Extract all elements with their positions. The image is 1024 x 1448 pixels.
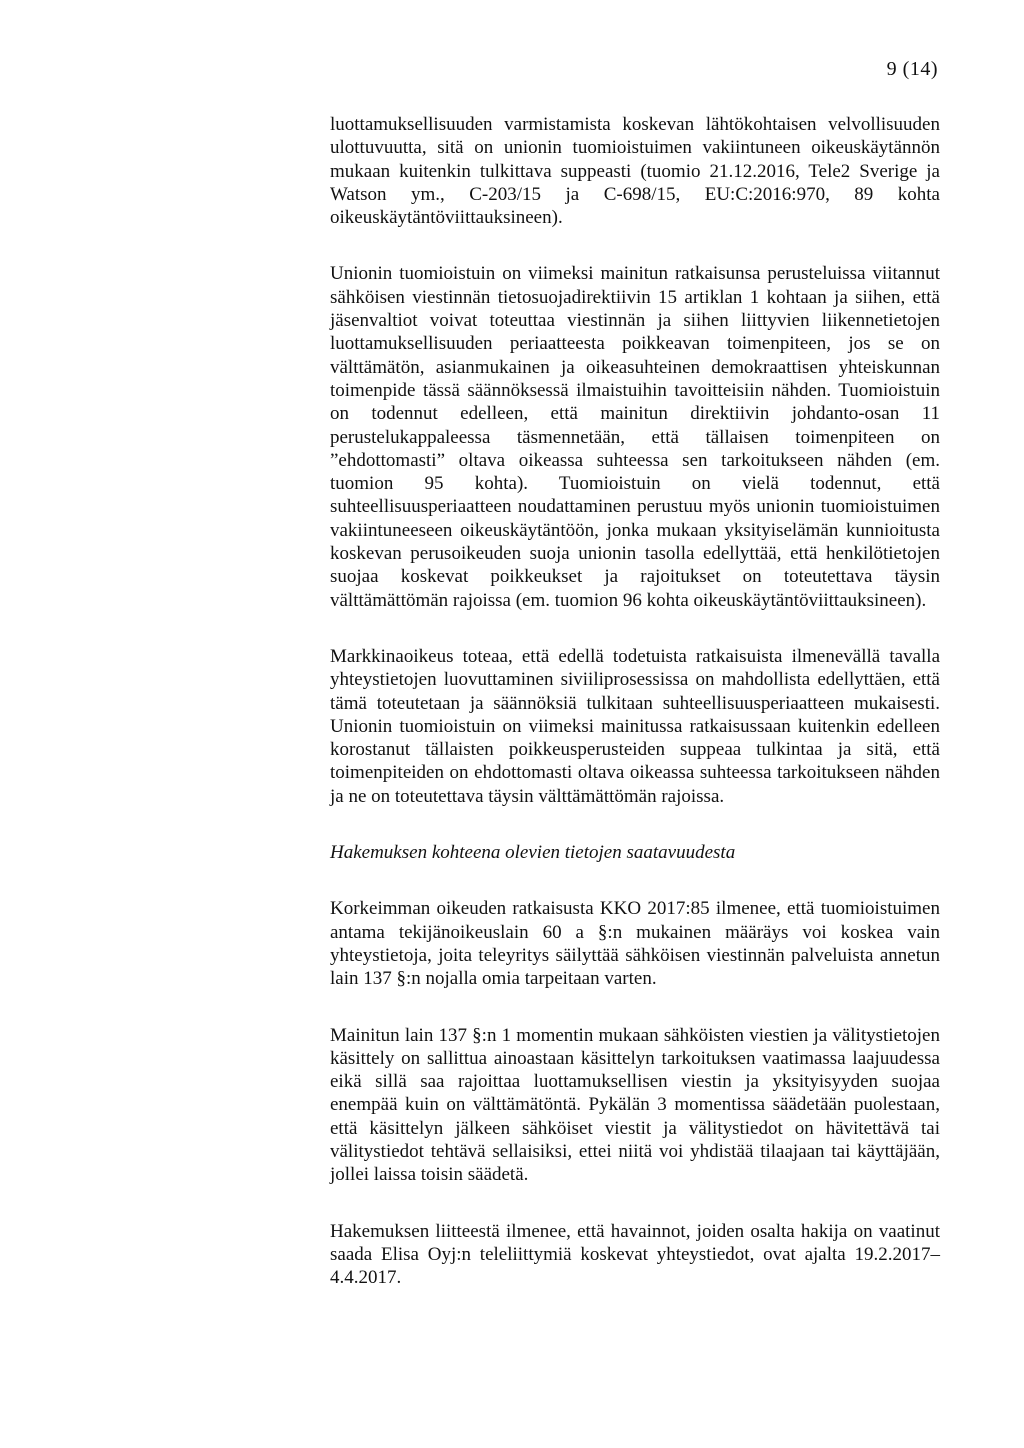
paragraph: Unionin tuomioistuin on viimeksi mainitun ratkaisunsa perusteluissa viitannut sähköisen viestinnän tietosuojadirektiivin 15 artiklan 1 kohtaan ja siihen, että jäsenvaltiot voivat toteuttaa viestinnän ja siihen liittyvien liikennetietojen luottamuksellisuuden periaatteesta poikkeavan toimenpiteen, jos se on välttämätön, asianmukainen ja oikeasuhteinen demokraattisen yhteiskunnan toimenpide tässä säännöksessä ilmaistuihin tavoitteisiin nähden. Tuomioistuin on todennut edelleen, että mainitun direktiivin johdanto-osan 11 perustelukappaleessa täsmennetään, että tällaisen toimenpiteen on ”ehdottomasti” oltava oikeassa suhteessa sen tarkoitukseen nähden (em. tuomion 95 kohta). Tuomioistuin on vielä todennut, että suhteellisuusperiaatteen noudattaminen perustuu myös unionin tuomioistuimen vakiintuneeseen oikeuskäytäntöön, jonka mukaan yksityiselämän kunnioitusta koskevan perusoikeuden suoja unionin tasolla edellyttää, että henkilötietojen suojaa koskevat poikkeukset ja rajoitukset on toteutettava täysin välttämättömän rajoissa (em. tuomion 96 kohta oikeuskäytäntöviittauksineen). — [330, 263, 940, 611]
paragraph: Hakemuksen liitteestä ilmenee, että havainnot, joiden osalta hakija on vaatinut saada Elisa Oyj:n teleliittymiä koskevat yhteystiedot, ovat ajalta 19.2.2017–4.4.2017. — [330, 1220, 940, 1289]
paragraph: Korkeimman oikeuden ratkaisusta KKO 2017:85 ilmenee, että tuomioistuimen antama tekijänoikeuslain 60 a §:n mukainen määräys voi koskea vain yhteystietoja, joita teleyritys säilyttää sähköisen viestinnän palveluista annetun lain 137 §:n nojalla omia tarpeitaan varten. — [330, 898, 940, 990]
paragraph: luottamuksellisuuden varmistamista koskevan lähtökohtaisen velvollisuuden ulottuvuutta, sitä on unionin tuomioistuimen vakiintuneen oikeuskäytännön mukaan kuitenkin tulkittava suppeasti (tuomio 21.12.2016, Tele2 Sverige ja Watson ym., C-203/15 ja C-698/15, EU:C:2016:970, 89 kohta oikeuskäytäntöviittauksineen). — [330, 114, 940, 229]
section-heading: Hakemuksen kohteena olevien tietojen saatavuudesta — [330, 842, 736, 864]
paragraph: Mainitun lain 137 §:n 1 momentin mukaan sähköisten viestien ja välitystietojen käsittely on sallittua ainoastaan käsittelyn tarkoituksen vaatimassa laajuudessa eikä sillä saa rajoittaa luottamuksellisen viestin ja yksityisyyden suojaa enempää kuin on välttämätöntä. Pykälän 3 momentissa säädetään puolestaan, että käsittelyn jälkeen sähköiset viestit ja välitystiedot on hävitettävä tai välitystiedot tehtävä sellaisiksi, ettei niitä voi yhdistää tilaajaan tai käyttäjään, jollei laissa toisin säädetä. — [330, 1024, 940, 1186]
document-body — [330, 113, 940, 1289]
paragraph: Markkinaoikeus toteaa, että edellä todetuista ratkaisuista ilmenevällä tavalla yhteystietojen luovuttaminen siviiliprosessissa on mahdollista edellyttäen, että tämä toteutetaan ja säännöksiä tulkitaan suhteellisuusperiaatteen mukaisesti. Unionin tuomioistuin on viimeksi mainitussa ratkaisussaan kuitenkin edelleen korostanut tällaisten poikkeusperusteiden suppeaa tulkintaa ja sitä, että toimenpiteiden on ehdottomasti oltava oikeassa suhteessa tarkoitukseen nähden ja ne on toteutettava täysin välttämättömän rajoissa. — [330, 645, 940, 807]
page-number: 9 (14) — [886, 58, 938, 80]
